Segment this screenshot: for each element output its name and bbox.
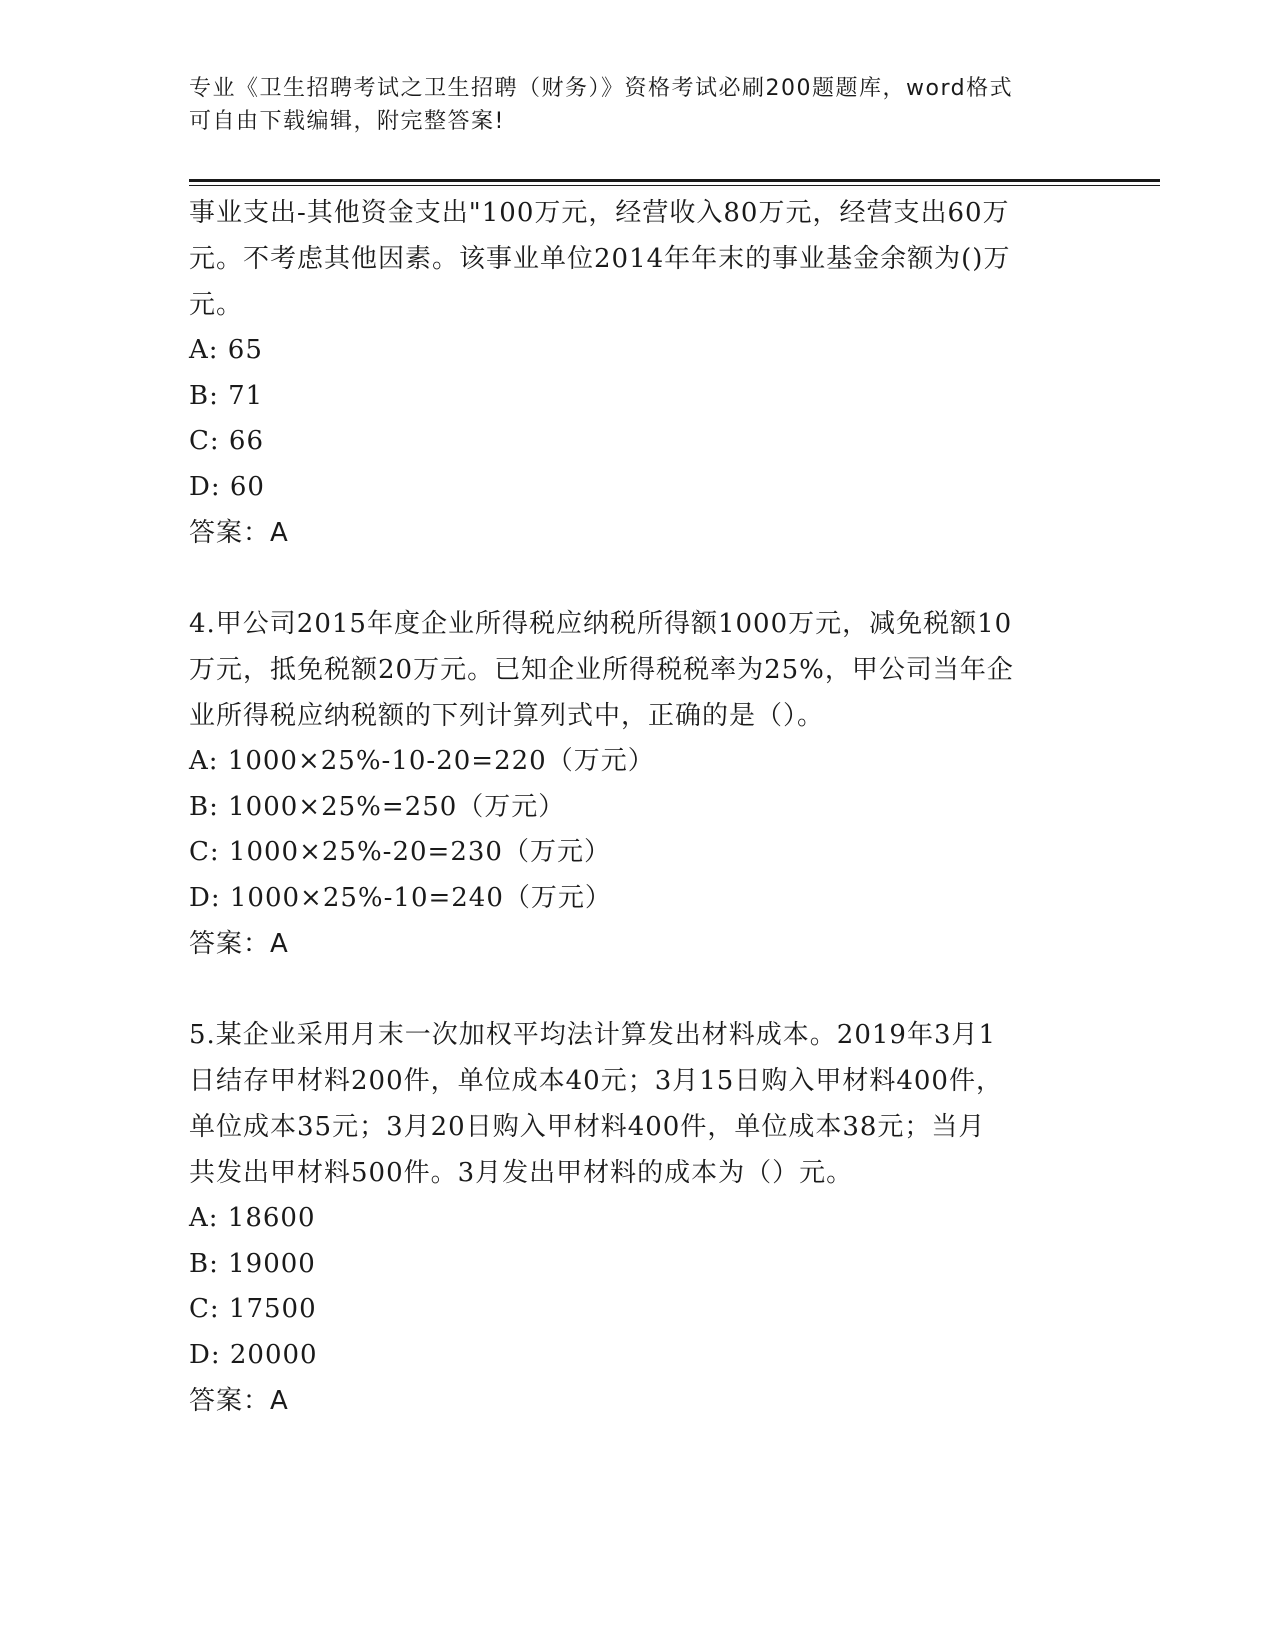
question-text xyxy=(189,190,1089,328)
option-c: C: 17500 xyxy=(189,1294,317,1324)
question-text-line: 元。 xyxy=(189,290,244,320)
question-block xyxy=(189,190,1089,556)
question-text-line: 元。不考虑其他因素。该事业单位2014年年末的事业基金余额为()万 xyxy=(189,244,1011,274)
question-text-line: 共发出甲材料500件。3月发出甲材料的成本为（）元。 xyxy=(189,1158,854,1188)
document-header xyxy=(189,72,1069,138)
question-text-line: 业所得税应纳税额的下列计算列式中，正确的是（）。 xyxy=(189,701,825,731)
question-text-line: 事业支出-其他资金支出"100万元，经营收入80万元，经营支出60万 xyxy=(189,198,1010,228)
header-line-1: 专业《卫生招聘考试之卫生招聘（财务）》资格考试必刷200题题库，word格式 xyxy=(189,76,1014,101)
answer-line: 答案：A xyxy=(189,518,289,548)
header-divider-thick xyxy=(189,179,1160,182)
question-list xyxy=(189,190,1089,1424)
question-text xyxy=(189,1012,1089,1196)
option-a: A: 65 xyxy=(189,335,263,365)
option-c: C: 66 xyxy=(189,426,265,456)
option-a: A: 18600 xyxy=(189,1203,316,1233)
question-spacer xyxy=(189,967,1089,1012)
question-text-line: 万元，抵免税额20万元。已知企业所得税税率为25%，甲公司当年企 xyxy=(189,655,1014,685)
question-block xyxy=(189,1012,1089,1424)
option-a: A: 1000×25%-10-20=220（万元） xyxy=(189,746,655,776)
answer-line: 答案：A xyxy=(189,929,289,959)
answer-line: 答案：A xyxy=(189,1386,289,1416)
question-spacer xyxy=(189,556,1089,601)
option-c: C: 1000×25%-20=230（万元） xyxy=(189,837,611,867)
option-b: B: 19000 xyxy=(189,1248,316,1279)
question-text xyxy=(189,601,1089,739)
option-b: B: 71 xyxy=(189,380,264,411)
option-d: D: 60 xyxy=(189,471,265,502)
option-d: D: 1000×25%-10=240（万元） xyxy=(189,882,612,913)
question-text-line: 5.某企业采用月末一次加权平均法计算发出材料成本。2019年3月1 xyxy=(189,1020,997,1050)
header-line-2: 可自由下载编辑，附完整答案! xyxy=(189,109,505,134)
question-text-line: 4.甲公司2015年度企业所得税应纳税所得额1000万元，减免税额10 xyxy=(189,609,1013,639)
question-block xyxy=(189,601,1089,967)
header-divider-thin xyxy=(189,185,1160,186)
option-d: D: 20000 xyxy=(189,1339,318,1370)
question-text-line: 单位成本35元；3月20日购入甲材料400件，单位成本38元；当月 xyxy=(189,1112,986,1142)
question-text-line: 日结存甲材料200件，单位成本40元；3月15日购入甲材料400件， xyxy=(189,1066,1003,1096)
option-b: B: 1000×25%=250（万元） xyxy=(189,791,566,822)
